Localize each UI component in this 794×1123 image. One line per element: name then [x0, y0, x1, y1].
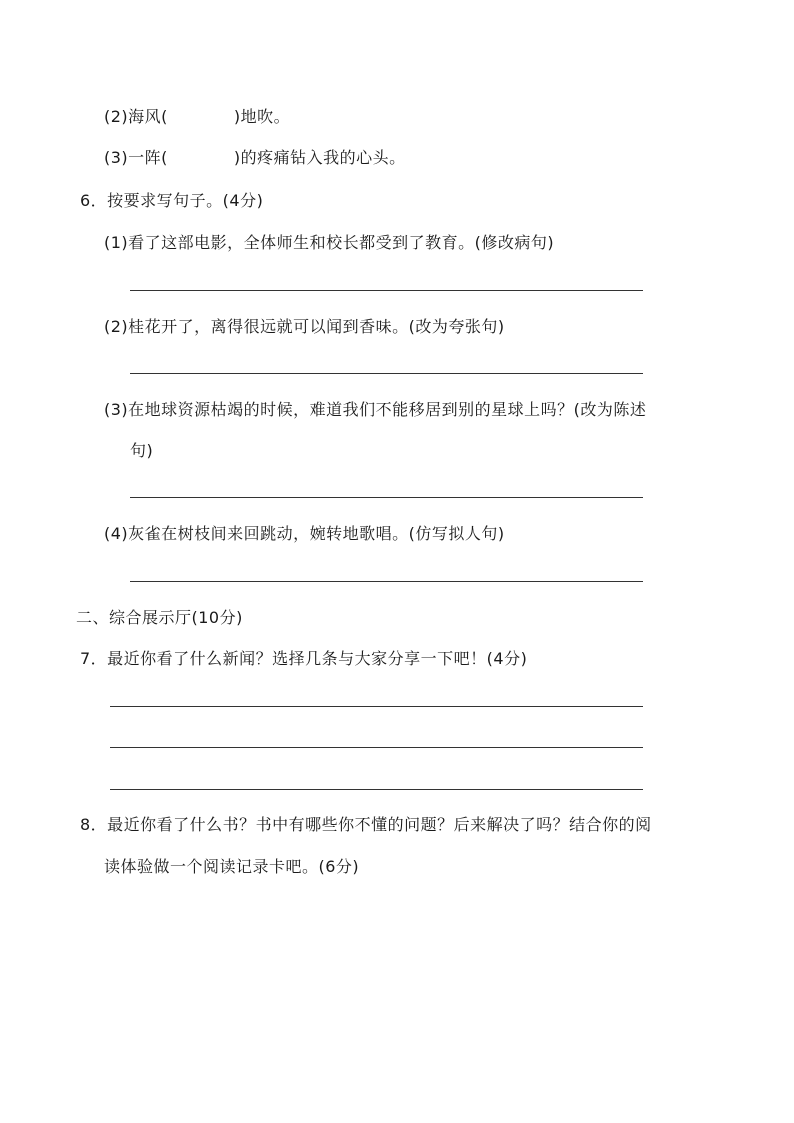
q6-item-3-line-1: (3)在地球资源枯竭的时候，难道我们不能移居到别的星球上吗？(改为陈述: [104, 400, 647, 419]
q5-item-3: (3)一阵( )的疼痛钻入我的心头。: [104, 148, 406, 167]
q7-title: 7．最近你看了什么新闻？选择几条与大家分享一下吧！(4分): [80, 649, 528, 668]
answer-line-q7-2: [110, 747, 643, 748]
q6-item-2: (2)桂花开了，离得很远就可以闻到香味。(改为夸张句): [104, 317, 505, 336]
answer-line-q7-3: [110, 789, 643, 790]
answer-line-q6-3: [130, 497, 643, 498]
q8-line-2: 读体验做一个阅读记录卡吧。(6分): [104, 857, 360, 876]
answer-line-q7-1: [110, 706, 643, 707]
answer-line-q6-1: [130, 290, 643, 291]
q8-line-1: 8．最近你看了什么书？书中有哪些你不懂的问题？后来解决了吗？结合你的阅: [80, 815, 652, 834]
q6-title: 6．按要求写句子。(4分): [80, 191, 264, 210]
q6-item-3-line-2: 句): [130, 441, 154, 460]
q6-item-1: (1)看了这部电影，全体师生和校长都受到了教育。(修改病句): [104, 233, 555, 252]
q6-item-4: (4)灰雀在树枝间来回跳动，婉转地歌唱。(仿写拟人句): [104, 524, 505, 543]
q5-item-2: (2)海风( )地吹。: [104, 107, 291, 126]
answer-line-q6-2: [130, 373, 643, 374]
answer-line-q6-4: [130, 581, 643, 582]
section-2-title: 二、综合展示厅(10分): [76, 608, 243, 627]
